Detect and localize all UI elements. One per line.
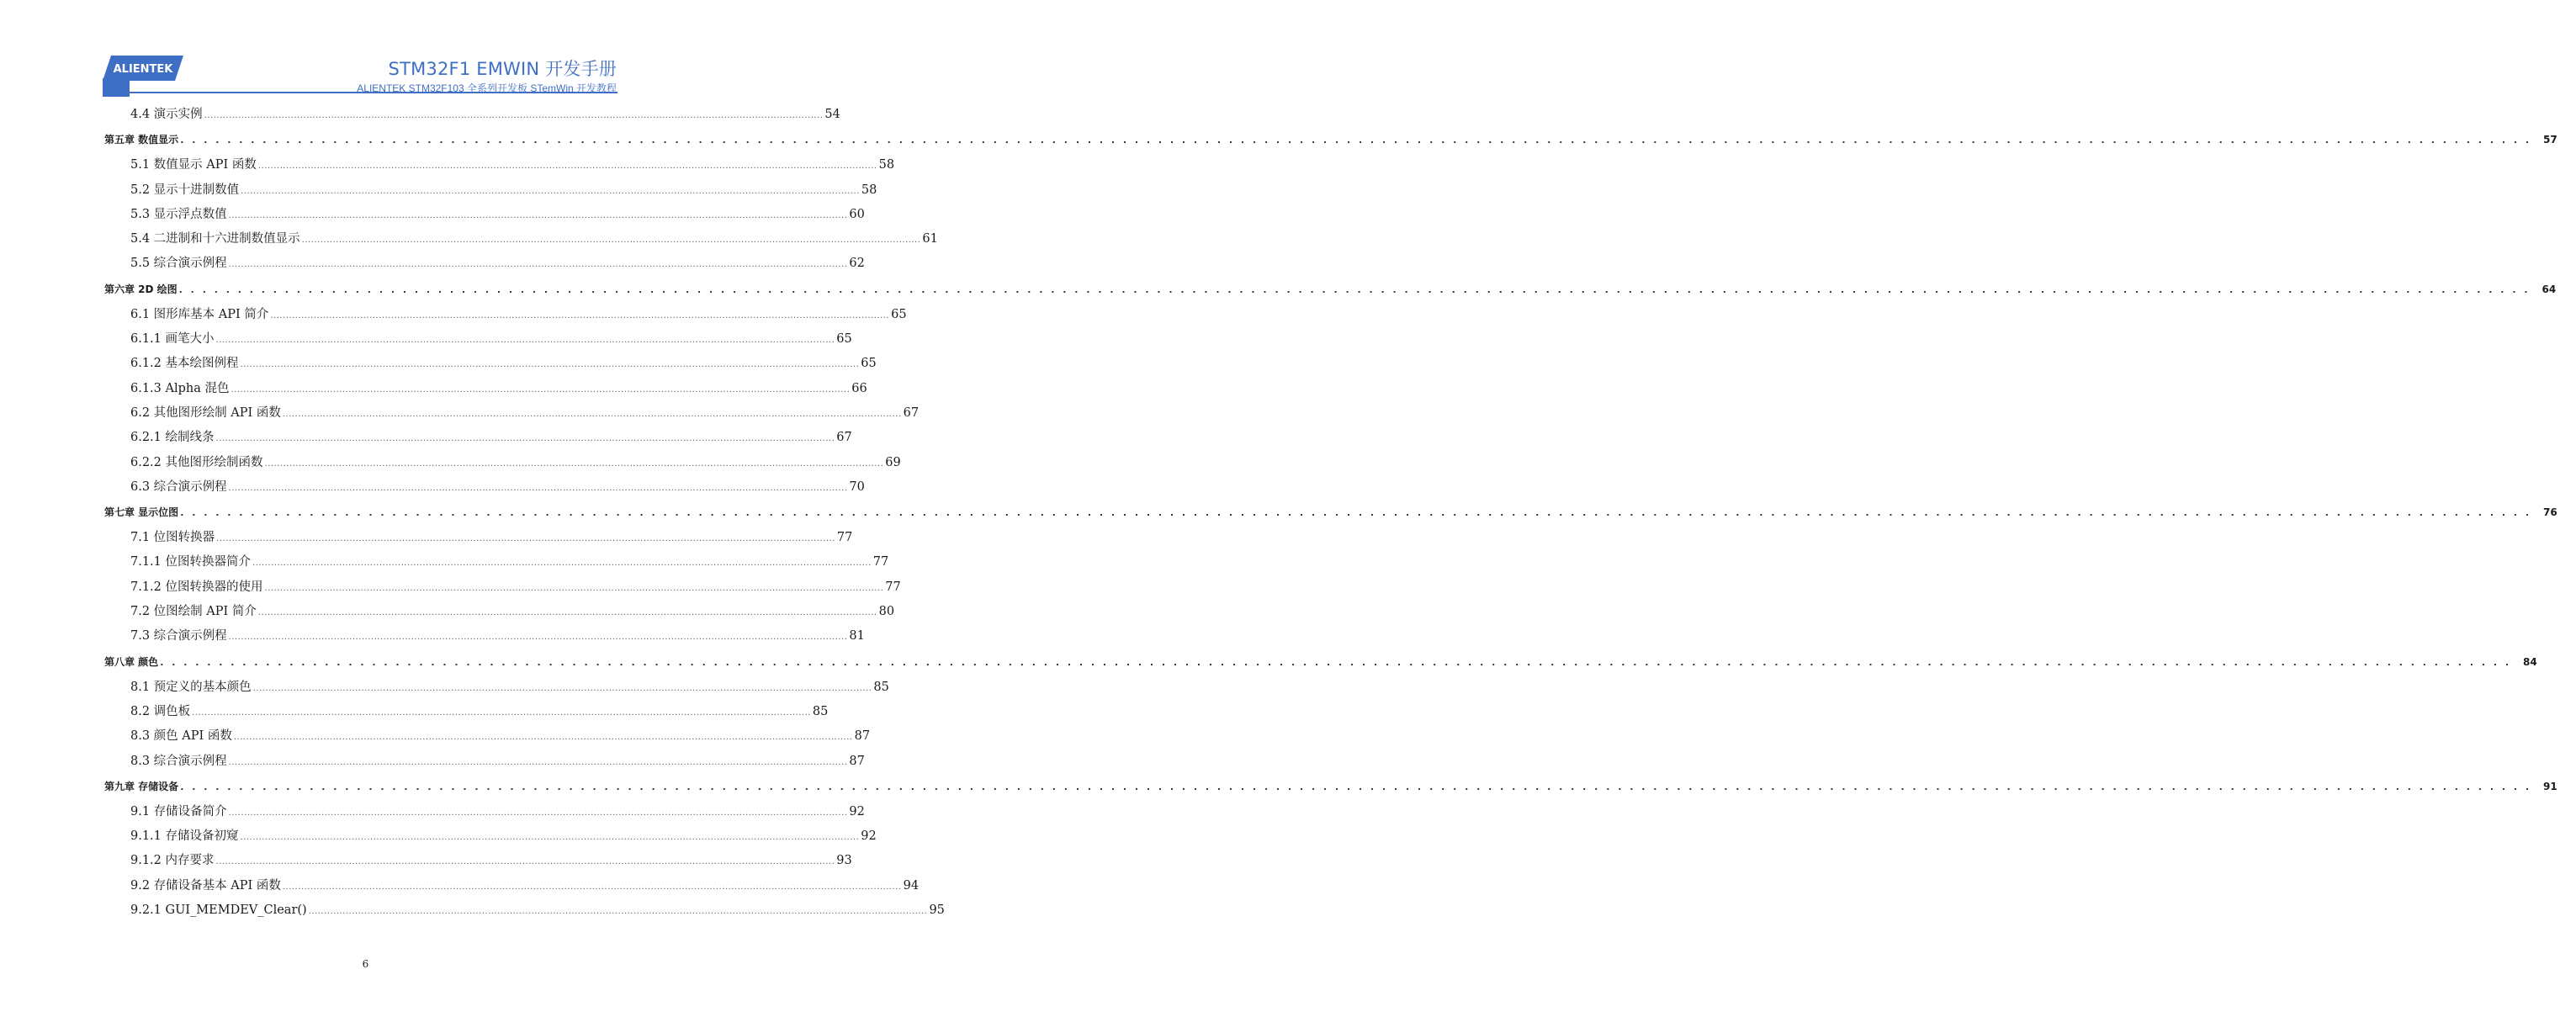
toc-entry[interactable] (104, 600, 895, 624)
table-of-contents (104, 103, 2557, 923)
toc-entry[interactable] (104, 526, 853, 550)
toc-entry-label: 4.4 演示实例 (130, 108, 203, 121)
toc-entry[interactable] (104, 401, 920, 426)
toc-entry[interactable] (104, 178, 877, 203)
toc-entry-label: 第九章 存储设备 (104, 780, 179, 792)
toc-page-number: 87 (849, 754, 865, 768)
toc-page-number: 69 (885, 455, 901, 469)
toc-page-number: 80 (878, 605, 895, 619)
toc-entry-label: 8.1 预定义的基本颜色 (130, 680, 252, 694)
toc-entry[interactable] (104, 252, 865, 276)
toc-entry[interactable] (104, 352, 877, 376)
toc-leader-dots: ........................................................................................................................................................................................................ (282, 882, 902, 892)
toc-entry-label: 5.5 综合演示例程 (130, 257, 227, 271)
toc-leader-dots: ........................................................................................................................................................................................................ (215, 857, 835, 867)
toc-entry[interactable] (104, 800, 865, 824)
toc-entry[interactable] (104, 475, 865, 500)
toc-entry-label: 第六章 2D 绘图 (104, 283, 178, 295)
toc-page-number: 66 (851, 381, 867, 395)
toc-leader-dots: ........................................................................................................................................................................................................ (252, 683, 872, 693)
toc-page-number: 58 (878, 158, 895, 172)
toc-entry[interactable] (104, 700, 829, 724)
toc-entry[interactable] (104, 824, 877, 849)
page-number: 6 (362, 958, 369, 970)
toc-leader-dots: ........................................................................................................................................................................................................ (264, 583, 884, 593)
toc-entry[interactable] (104, 227, 938, 252)
toc-page-number: 85 (873, 680, 889, 694)
toc-page-number: 77 (885, 580, 901, 594)
toc-entry[interactable] (104, 550, 889, 575)
toc-entry[interactable] (104, 377, 867, 401)
toc-leader-dots: ........................................................................................................................................................................................................ (215, 336, 835, 346)
toc-entry-label: 6.2.1 绘制线条 (130, 431, 215, 445)
toc-entry[interactable] (104, 153, 895, 177)
toc-page-number: 77 (872, 555, 889, 569)
toc-leader-dots: . . . . . . . . . . . . . . . . . . . . . . . . . . . . . . . . . . . . . . . . . . . . . . . . . . . . . . . . . . . . . . . . . . . . . . . . . . . . . . . . . . . . . . . . . . . . . . . . . . . . . . . . . . . . . . . . . . . . . . . . . . . . . . . . . . . . . . . . . . . . . . . . . . . . . . . . . . . . . . . . . . . . . . . . . . . . . . . . . . . . . . . . . . . . . . . . . . . . . . . . (178, 283, 2531, 295)
toc-page-number: 57 (2543, 134, 2557, 146)
toc-entry-label: 9.2.1 GUI_MEMDEV_Clear() (130, 903, 307, 918)
toc-page-number: 87 (854, 729, 871, 744)
toc-page-number: 92 (861, 829, 877, 844)
toc-chapter-entry[interactable] (104, 127, 2557, 153)
toc-entry[interactable] (104, 575, 901, 600)
toc-entry[interactable] (104, 203, 865, 227)
alientek-logo (103, 56, 183, 81)
toc-leader-dots: ........................................................................................................................................................................................................ (282, 409, 902, 419)
toc-page-number: 77 (836, 531, 853, 545)
toc-leader-dots: ........................................................................................................................................................................................................ (192, 707, 811, 718)
toc-leader-dots: ........................................................................................................................................................................................................ (301, 236, 921, 246)
toc-entry[interactable] (104, 898, 945, 923)
toc-page-number: 61 (922, 232, 938, 246)
toc-entry[interactable] (104, 327, 852, 352)
toc-page-number: 94 (903, 878, 920, 893)
toc-entry[interactable] (104, 624, 865, 649)
toc-page-number: 65 (836, 332, 852, 347)
toc-leader-dots: ........................................................................................................................................................................................................ (308, 907, 928, 917)
toc-leader-dots: ........................................................................................................................................................................................................ (204, 111, 824, 120)
toc-page-number: 84 (2523, 655, 2537, 668)
toc-leader-dots: . . . . . . . . . . . . . . . . . . . . . . . . . . . . . . . . . . . . . . . . . . . . . . . . . . . . . . . . . . . . . . . . . . . . . . . . . . . . . . . . . . . . . . . . . . . . . . . . . . . . . . . . . . . . . . . . . . . . . . . . . . . . . . . . . . . . . . . . . . . . . . . . . . . . . . . . . . . . . . . . . . . . . . . . . . . . . . . . . . . . . . . . . . . . . . . . . . . . . . . . (180, 135, 2532, 146)
toc-entry-label: 5.4 二进制和十六进制数值显示 (130, 232, 300, 246)
toc-chapter-entry[interactable] (104, 774, 2557, 800)
toc-leader-dots: . . . . . . . . . . . . . . . . . . . . . . . . . . . . . . . . . . . . . . . . . . . . . . . . . . . . . . . . . . . . . . . . . . . . . . . . . . . . . . . . . . . . . . . . . . . . . . . . . . . . . . . . . . . . . . . . . . . . . . . . . . . . . . . . . . . . . . . . . . . . . . . . . . . . . . . . . . . . . . . . . . . . . . . . . . . . . . . . . . . . . . . . . . . . . . . . . . . . . . . . (180, 507, 2532, 519)
toc-leader-dots: ........................................................................................................................................................................................................ (240, 833, 860, 843)
toc-entry-label: 7.3 综合演示例程 (130, 629, 227, 644)
toc-leader-dots: ........................................................................................................................................................................................................ (228, 210, 848, 220)
toc-entry[interactable] (104, 724, 871, 749)
toc-page-number: 85 (812, 704, 829, 718)
toc-entry-label: 5.2 显示十进制数值 (130, 183, 240, 197)
toc-entry-label: 8.2 调色板 (130, 704, 191, 718)
toc-page-number: 62 (849, 257, 865, 271)
toc-leader-dots: ........................................................................................................................................................................................................ (270, 310, 890, 320)
header-subtitle: ALIENTEK STM32F103 全系列开发板 STemWin 开发教程 (357, 82, 617, 94)
toc-entry-label: 7.1.1 位图转换器简介 (130, 555, 252, 569)
toc-entry[interactable] (104, 750, 865, 774)
toc-page-number: 76 (2543, 506, 2557, 519)
toc-entry-label: 7.1.2 位图转换器的使用 (130, 580, 263, 594)
toc-entry[interactable] (104, 874, 920, 898)
toc-leader-dots: ........................................................................................................................................................................................................ (216, 534, 835, 544)
toc-chapter-entry[interactable] (104, 277, 2557, 303)
toc-entry[interactable] (104, 426, 852, 450)
toc-leader-dots: . . . . . . . . . . . . . . . . . . . . . . . . . . . . . . . . . . . . . . . . . . . . . . . . . . . . . . . . . . . . . . . . . . . . . . . . . . . . . . . . . . . . . . . . . . . . . . . . . . . . . . . . . . . . . . . . . . . . . . . . . . . . . . . . . . . . . . . . . . . . . . . . . . . . . . . . . . . . . . . . . . . . . . . . . . . . . . . . . . . . . . . . . . . . . . . . . . . . . . . . (160, 656, 2512, 668)
toc-leader-dots: ........................................................................................................................................................................................................ (228, 483, 848, 493)
toc-leader-dots: ........................................................................................................................................................................................................ (233, 733, 853, 743)
toc-entry[interactable] (104, 849, 852, 873)
toc-entry-label: 8.3 颜色 API 函数 (130, 729, 232, 744)
toc-leader-dots: ........................................................................................................................................................................................................ (241, 186, 860, 196)
toc-entry-label: 9.2 存储设备基本 API 函数 (130, 878, 281, 893)
toc-page-number: 58 (861, 183, 877, 197)
toc-entry-label: 7.1 位图转换器 (130, 531, 215, 545)
toc-leader-dots: . . . . . . . . . . . . . . . . . . . . . . . . . . . . . . . . . . . . . . . . . . . . . . . . . . . . . . . . . . . . . . . . . . . . . . . . . . . . . . . . . . . . . . . . . . . . . . . . . . . . . . . . . . . . . . . . . . . . . . . . . . . . . . . . . . . . . . . . . . . . . . . . . . . . . . . . . . . . . . . . . . . . . . . . . . . . . . . . . . . . . . . . . . . . . . . . . . . . . . . . (180, 781, 2532, 792)
toc-leader-dots: ........................................................................................................................................................................................................ (228, 757, 848, 767)
toc-entry-label: 6.2 其他图形绘制 API 函数 (130, 405, 281, 420)
toc-leader-dots: ........................................................................................................................................................................................................ (228, 633, 848, 643)
toc-entry-label: 第五章 数值显示 (104, 134, 179, 146)
toc-entry[interactable] (104, 103, 840, 127)
toc-entry-label: 5.1 数值显示 API 函数 (130, 158, 257, 172)
toc-leader-dots: ........................................................................................................................................................................................................ (240, 360, 860, 370)
toc-entry-label: 8.3 综合演示例程 (130, 754, 227, 768)
toc-chapter-entry[interactable] (104, 649, 2537, 675)
toc-leader-dots: ........................................................................................................................................................................................................ (257, 608, 877, 618)
toc-entry-label: 7.2 位图绘制 API 简介 (130, 605, 257, 619)
toc-page-number: 54 (824, 108, 840, 121)
toc-page-number: 81 (849, 629, 865, 644)
toc-page-number: 91 (2543, 780, 2557, 792)
toc-entry-label: 6.1 图形库基本 API 简介 (130, 307, 269, 321)
toc-leader-dots: ........................................................................................................................................................................................................ (252, 559, 872, 569)
toc-entry-label: 9.1.1 存储设备初窥 (130, 829, 239, 844)
toc-entry-label: 6.3 综合演示例程 (130, 479, 227, 494)
toc-page-number: 67 (903, 405, 920, 420)
toc-entry[interactable] (104, 451, 901, 475)
toc-entry[interactable] (104, 303, 907, 327)
toc-page-number: 95 (929, 903, 945, 918)
toc-entry-label: 6.1.2 基本绘图例程 (130, 357, 239, 371)
toc-leader-dots: ........................................................................................................................................................................................................ (228, 260, 848, 270)
toc-page-number: 60 (849, 207, 865, 221)
toc-chapter-entry[interactable] (104, 500, 2557, 526)
toc-page-number: 70 (849, 479, 865, 494)
toc-page-number: 64 (2542, 283, 2557, 295)
toc-leader-dots: ........................................................................................................................................................................................................ (228, 808, 848, 818)
toc-entry[interactable] (104, 675, 889, 700)
toc-page-number: 92 (849, 804, 865, 818)
toc-leader-dots: ........................................................................................................................................................................................................ (264, 458, 884, 469)
toc-entry-label: 第八章 颜色 (104, 655, 159, 668)
toc-entry-label: 9.1.2 内存要求 (130, 854, 215, 868)
toc-entry-label: 6.1.1 画笔大小 (130, 332, 215, 347)
toc-entry-label: 6.1.3 Alpha 混色 (130, 381, 230, 395)
toc-leader-dots: ........................................................................................................................................................................................................ (257, 162, 877, 172)
toc-leader-dots: ........................................................................................................................................................................................................ (215, 434, 835, 444)
toc-leader-dots: ........................................................................................................................................................................................................ (231, 384, 851, 395)
toc-page-number: 67 (836, 431, 852, 445)
toc-page-number: 65 (861, 357, 877, 371)
toc-entry-label: 9.1 存储设备简介 (130, 804, 227, 818)
toc-page-number: 65 (891, 307, 907, 321)
toc-entry-label: 5.3 显示浮点数值 (130, 207, 227, 221)
header-accent-bar (103, 78, 130, 97)
toc-page-number: 93 (836, 854, 852, 868)
logo-text: ALIENTEK (113, 63, 173, 76)
toc-entry-label: 第七章 显示位图 (104, 506, 179, 519)
toc-entry-label: 6.2.2 其他图形绘制函数 (130, 455, 263, 469)
header-title: STM32F1 EMWIN 开发手册 (388, 59, 617, 79)
